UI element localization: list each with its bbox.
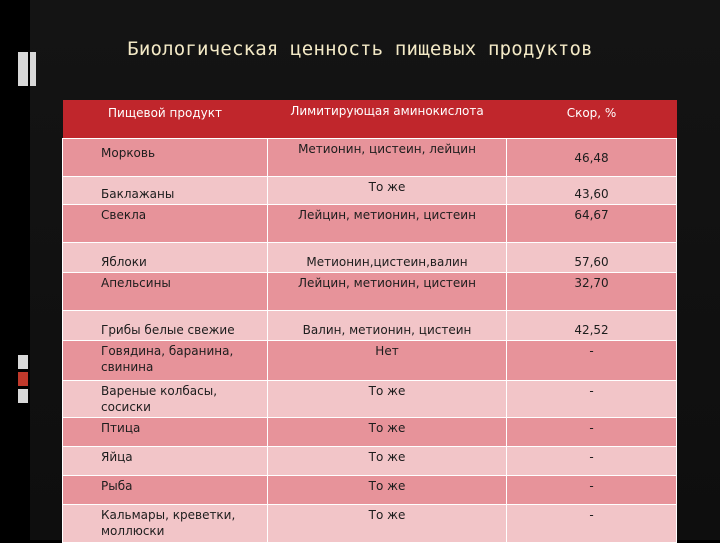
score-cell [507, 139, 677, 177]
table-row [63, 243, 677, 273]
table-row [63, 505, 677, 543]
acid-cell: То же [268, 476, 507, 505]
score-value: 46,48 [574, 150, 609, 165]
table-row [63, 418, 677, 447]
table-row [63, 476, 677, 505]
product-cell: Кальмары, креветки, моллюски [63, 505, 268, 543]
acid-cell: То же [268, 177, 507, 205]
score-value: 42,52 [574, 323, 609, 337]
acid-cell: То же [268, 505, 507, 543]
score-value: - [589, 450, 594, 464]
product-cell: Яблоки [63, 243, 268, 273]
product-cell: Птица [63, 418, 268, 447]
product-cell: Яйца [63, 447, 268, 476]
acid-cell: Нет [268, 341, 507, 381]
decor-bar [18, 389, 28, 403]
acid-cell: Валин, метионин, цистеин [268, 311, 507, 341]
table-row [63, 273, 677, 311]
table-row [63, 177, 677, 205]
product-cell: Вареные колбасы, сосиски [63, 381, 268, 418]
product-cell: Апельсины [63, 273, 268, 311]
decor-bar [18, 372, 28, 386]
table-row [63, 311, 677, 341]
acid-cell: Лейцин, метионин, цистеин [268, 205, 507, 243]
acid-cell: Метионин,цистеин,валин [268, 243, 507, 273]
score-value: 32,70 [574, 276, 609, 290]
product-cell: Рыба [63, 476, 268, 505]
acid-cell: Лейцин, метионин, цистеин [268, 273, 507, 311]
score-cell [507, 273, 677, 311]
decor-bar [18, 355, 28, 369]
score-value: - [589, 421, 594, 435]
header-acid: Лимитирующая аминокислота [268, 100, 507, 139]
product-cell: Говядина, баранина, свинина [63, 341, 268, 381]
score-cell [507, 418, 677, 447]
score-cell [507, 447, 677, 476]
product-cell: Грибы белые свежие [63, 311, 268, 341]
score-cell [507, 381, 677, 418]
table-row [63, 139, 677, 177]
page-title: Биологическая ценность пищевых продуктов [127, 38, 593, 60]
score-value: 57,60 [574, 255, 609, 269]
product-cell: Баклажаны [63, 177, 268, 205]
acid-cell: То же [268, 447, 507, 476]
acid-cell: То же [268, 418, 507, 447]
score-cell [507, 476, 677, 505]
food-value-table [62, 100, 677, 543]
acid-cell: То же [268, 381, 507, 418]
score-cell [507, 505, 677, 543]
header-score: Скор, % [507, 100, 677, 139]
score-cell [507, 243, 677, 273]
score-cell [507, 177, 677, 205]
table-row [63, 381, 677, 418]
acid-cell: Метионин, цистеин, лейцин [268, 139, 507, 177]
table-row [63, 341, 677, 381]
score-cell [507, 341, 677, 381]
score-cell [507, 205, 677, 243]
table-row [63, 447, 677, 476]
score-value: - [589, 479, 594, 493]
score-value: - [589, 344, 594, 358]
table-header-row [63, 100, 677, 139]
score-cell [507, 311, 677, 341]
score-value: - [589, 384, 594, 398]
table-row [63, 205, 677, 243]
score-value: 43,60 [574, 187, 609, 201]
score-value: 64,67 [574, 208, 609, 222]
product-cell: Морковь [63, 139, 268, 177]
header-product: Пищевой продукт [63, 100, 268, 139]
product-cell: Свекла [63, 205, 268, 243]
score-value: - [589, 508, 594, 522]
